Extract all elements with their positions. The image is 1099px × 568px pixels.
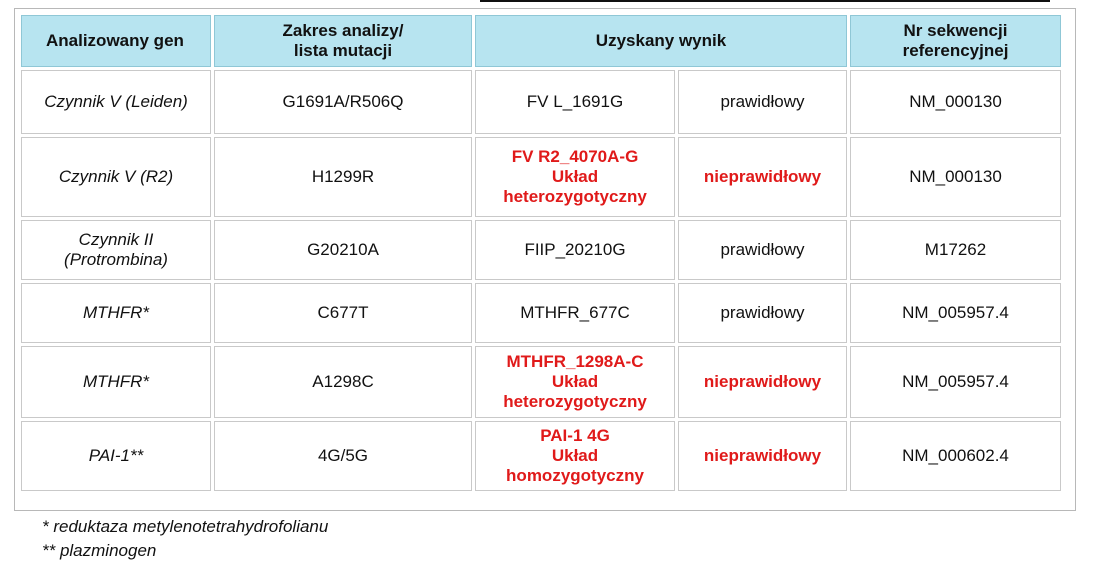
gene-cell xyxy=(21,220,211,280)
status-cell: prawidłowy xyxy=(678,283,847,343)
scope-cell: G20210A xyxy=(214,220,472,280)
table-row xyxy=(21,70,1061,134)
header-scope-line2: lista mutacji xyxy=(293,41,393,60)
reference-cell: NM_005957.4 xyxy=(850,283,1061,343)
result-cell xyxy=(475,70,675,134)
table-row xyxy=(21,421,1061,491)
result-cell xyxy=(475,137,675,217)
top-rule xyxy=(480,0,1050,2)
scope-cell: 4G/5G xyxy=(214,421,472,491)
status-cell: prawidłowy xyxy=(678,220,847,280)
status-cell: prawidłowy xyxy=(678,70,847,134)
table-header-row xyxy=(21,15,1061,67)
result-cell xyxy=(475,283,675,343)
gene-name-line: MTHFR* xyxy=(82,372,150,391)
results-table-container xyxy=(14,8,1076,511)
gene-cell xyxy=(21,346,211,418)
gene-name-line: PAI-1** xyxy=(88,446,144,465)
reference-cell: NM_000602.4 xyxy=(850,421,1061,491)
reference-cell: M17262 xyxy=(850,220,1061,280)
result-line: homozygotyczny xyxy=(506,466,644,485)
result-line: FV R2_4070A-G xyxy=(511,147,639,166)
footnotes xyxy=(42,515,328,563)
footnote-2: ** plazminogen xyxy=(42,541,157,560)
header-scope xyxy=(214,15,472,67)
result-line: PAI-1 4G xyxy=(540,426,610,445)
result-cell xyxy=(475,421,675,491)
result-line: Układ xyxy=(551,372,599,391)
status-cell: nieprawidłowy xyxy=(678,346,847,418)
status-cell: nieprawidłowy xyxy=(678,421,847,491)
header-scope-line1: Zakres analizy/ xyxy=(282,21,404,40)
header-reference xyxy=(850,15,1061,67)
gene-name-line: (Protrombina) xyxy=(64,250,168,269)
scope-cell: C677T xyxy=(214,283,472,343)
gene-name-line: Czynnik V (R2) xyxy=(58,167,174,186)
result-line: heterozygotyczny xyxy=(503,187,647,206)
result-line: FIIP_20210G xyxy=(524,240,626,259)
result-line: Układ xyxy=(551,446,599,465)
result-cell xyxy=(475,346,675,418)
gene-name-line: MTHFR* xyxy=(82,303,150,322)
reference-cell: NM_000130 xyxy=(850,137,1061,217)
result-cell xyxy=(475,220,675,280)
result-line: Układ xyxy=(551,167,599,186)
result-line: heterozygotyczny xyxy=(503,392,647,411)
scope-cell: G1691A/R506Q xyxy=(214,70,472,134)
gene-cell xyxy=(21,421,211,491)
result-line: MTHFR_1298A-C xyxy=(506,352,644,371)
status-cell: nieprawidłowy xyxy=(678,137,847,217)
table-row xyxy=(21,346,1061,418)
header-ref-line1: Nr sekwencji xyxy=(903,21,1008,40)
gene-name-line: Czynnik V (Leiden) xyxy=(44,92,188,111)
results-table xyxy=(18,12,1064,494)
header-gene: Analizowany gen xyxy=(21,15,211,67)
reference-cell: NM_000130 xyxy=(850,70,1061,134)
footnote-1: * reduktaza metylenotetrahydrofolianu xyxy=(42,517,329,536)
result-line: MTHFR_677C xyxy=(520,303,630,322)
table-row xyxy=(21,137,1061,217)
gene-cell xyxy=(21,70,211,134)
table-body xyxy=(21,70,1061,491)
scope-cell: A1298C xyxy=(214,346,472,418)
scope-cell: H1299R xyxy=(214,137,472,217)
reference-cell: NM_005957.4 xyxy=(850,346,1061,418)
gene-cell xyxy=(21,283,211,343)
header-ref-line2: referencyjnej xyxy=(902,41,1009,60)
gene-name-line: Czynnik II xyxy=(78,230,154,249)
gene-cell xyxy=(21,137,211,217)
table-row xyxy=(21,220,1061,280)
result-line: FV L_1691G xyxy=(526,92,624,111)
table-row xyxy=(21,283,1061,343)
header-result: Uzyskany wynik xyxy=(475,15,847,67)
